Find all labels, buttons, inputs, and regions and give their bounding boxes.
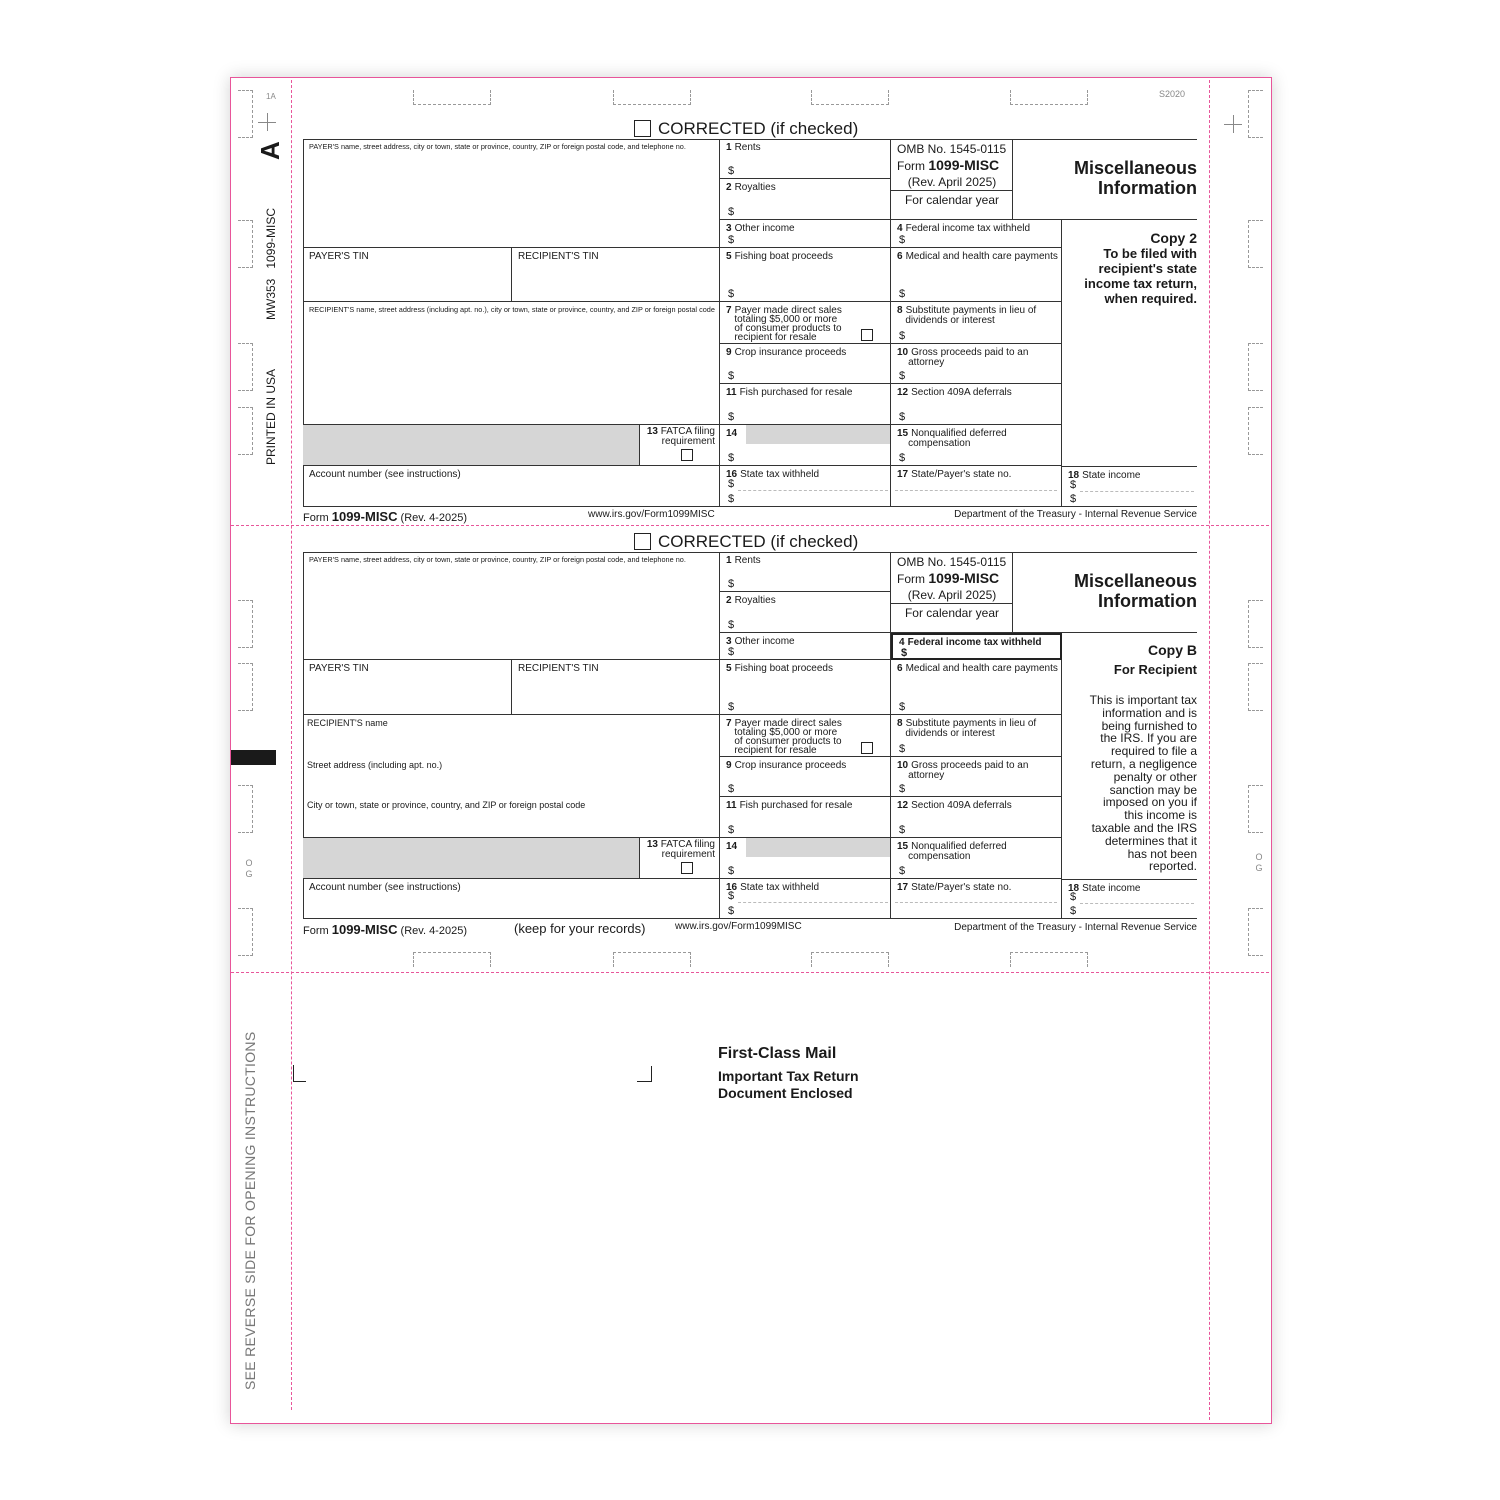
box-12-409a[interactable]: 12 Section 409A deferrals $ [891,797,1062,838]
box-14[interactable]: 14 $ [720,838,891,879]
box-13-fatca[interactable]: 13 FATCA filing requirement [640,838,720,879]
side-hole [1248,663,1263,711]
form-title: Miscellaneous Information [1073,158,1197,198]
department: Department of the Treasury - Internal Revenue Service [954,922,1197,933]
box-18-state-income[interactable]: 18 State income $ $ [1062,879,1197,919]
box-17-state-no[interactable]: 17 State/Payer's state no. [891,879,1062,919]
box-14[interactable]: 14 $ [720,425,891,466]
recipient-info-box[interactable]: RECIPIENT'S name, street address (including apt. no.), city or town, state or province, country, and ZIP or foreign postal code [303,302,720,425]
box-8-substitute[interactable]: 8 Substitute payments in lieu of dividends or interest $ [891,715,1062,757]
box-1-rents[interactable]: 1 Rents $ [720,139,891,179]
side-hole [238,343,253,391]
box-13-fatca[interactable]: 13 FATCA filing requirement [640,425,720,466]
direct-sales-checkbox[interactable] [861,329,873,341]
box-10-gross-proceeds[interactable]: 10 Gross proceeds paid to an attorney $ [891,344,1062,384]
hole-outline [413,90,491,105]
side-hole [1248,600,1263,648]
box-8-substitute[interactable]: 8 Substitute payments in lieu of dividends or interest $ [891,302,1062,344]
window-corner-mark [293,1065,306,1082]
recipient-tin-box[interactable]: RECIPIENT'S TIN [512,248,720,302]
form-title: Miscellaneous Information [1073,571,1197,611]
box-7-direct-sales[interactable]: 7 Payer made direct sales totaling $5,000 or more of consumer products to recipient for resale [720,302,891,344]
side-hole [1248,90,1263,138]
account-number-box[interactable]: Account number (see instructions) [303,466,720,507]
payer-tin-box[interactable]: PAYER'S TIN [303,660,512,715]
corrected-checkbox[interactable] [634,533,651,550]
account-number-box[interactable]: Account number (see instructions) [303,879,720,919]
recipient-tin-box[interactable]: RECIPIENT'S TIN [512,660,720,715]
mail-notice: Important Tax Return Document Enclosed [718,1068,859,1101]
box-7-direct-sales[interactable]: 7 Payer made direct sales totaling $5,000 or more of consumer products to recipient for resale [720,715,891,757]
box-5-fishing-boat[interactable]: 5 Fishing boat proceeds $ [720,660,891,715]
recipient-info-box[interactable] [303,715,720,838]
side-hole [238,663,253,711]
og-right: O G [1255,852,1263,873]
payer-info-box[interactable]: PAYER'S name, street address, city or town, state or province, country, ZIP or foreign postal code, and telephone no. [303,552,720,660]
corrected-label: CORRECTED (if checked) [658,532,859,551]
box-3-other-income[interactable]: 3 Other income $ [720,220,891,248]
fatca-checkbox[interactable] [681,862,693,874]
box-4-federal-withheld[interactable]: 4 Federal income tax withheld $ [891,633,1062,660]
box-16-state-tax[interactable]: 16 State tax withheld $ $ [720,466,891,507]
form-footer-id: Form 1099-MISC (Rev. 4-2025) [303,922,467,937]
hole-outline [613,90,691,105]
registration-mark [231,750,276,765]
side-code: 1A [266,92,276,101]
tear-line-2 [231,972,1269,973]
side-hole [238,220,253,268]
hole-outline [413,952,491,967]
box-9-crop-insurance[interactable]: 9 Crop insurance proceeds $ [720,757,891,797]
side-hole [1248,343,1263,391]
street-label: Street address (including apt. no.) [307,760,443,770]
box-11-fish-purchased[interactable]: 11 Fish purchased for resale $ [720,384,891,425]
fatca-checkbox[interactable] [681,449,693,461]
side-hole [238,600,253,648]
copy-2-form [303,118,1197,528]
side-form-code: MW353 1099-MISC [264,207,278,320]
box-6-medical[interactable]: 6 Medical and health care payments $ [891,660,1062,715]
side-hole [238,90,253,138]
side-hole [238,407,253,455]
hole-outline [613,952,691,967]
department: Department of the Treasury - Internal Revenue Service [954,509,1197,520]
box-10-gross-proceeds[interactable]: 10 Gross proceeds paid to an attorney $ [891,757,1062,797]
box-12-409a[interactable]: 12 Section 409A deferrals $ [891,384,1062,425]
opening-instructions: SEE REVERSE SIDE FOR OPENING INSTRUCTIONS [242,1031,258,1390]
hole-outline [811,952,889,967]
payer-tin-box[interactable]: PAYER'S TIN [303,248,512,302]
window-corner-mark [637,1066,652,1082]
top-code: S2020 [1159,89,1186,99]
irs-url[interactable]: www.irs.gov/Form1099MISC [675,921,802,932]
copy-b-title: Copy B For Recipient [1113,642,1197,677]
copy-letter: A [255,141,285,160]
box-15-nonqualified[interactable]: 15 Nonqualified deferred compensation $ [891,838,1062,879]
og-left: O G [245,858,253,879]
hole-outline [1010,952,1088,967]
irs-url[interactable]: www.irs.gov/Form1099MISC [588,509,715,520]
side-hole [1248,785,1263,833]
box-9-crop-insurance[interactable]: 9 Crop insurance proceeds $ [720,344,891,384]
box-18-state-income[interactable]: 18 State income $ $ [1062,466,1197,507]
mail-class: First-Class Mail [718,1045,837,1062]
form-footer-id: Form 1099-MISC (Rev. 4-2025) [303,509,467,524]
copy-b-form [303,531,1197,941]
corrected-checkbox[interactable] [634,120,651,137]
left-perforation [291,80,292,1410]
side-hole [1248,908,1263,956]
box-2-royalties[interactable]: 2 Royalties $ [720,179,891,220]
copy-2-title: Copy 2 To be filed with recipient's state income tax return, when required. [1084,230,1197,306]
side-hole [238,908,253,956]
printed-in-usa: PRINTED IN USA [264,368,278,465]
box-2-royalties[interactable]: 2 Royalties $ [720,592,891,633]
crosshair-mark [267,113,268,131]
keep-records: (keep for your records) [514,921,646,936]
box-6-medical[interactable]: 6 Medical and health care payments $ [891,248,1062,302]
box-5-fishing-boat[interactable]: 5 Fishing boat proceeds $ [720,248,891,302]
omb-box: OMB No. 1545-0115 Form 1099-MISC (Rev. April 2025) For calendar year [891,552,1013,633]
right-perforation [1209,80,1210,1420]
box-15-nonqualified[interactable]: 15 Nonqualified deferred compensation $ [891,425,1062,466]
box-1-rents[interactable]: 1 Rents $ [720,552,891,592]
city-label: City or town, state or province, country, and ZIP or foreign postal code [307,800,586,810]
recipient-name-label: RECIPIENT'S name [307,718,388,728]
side-hole [1248,220,1263,268]
box-16-state-tax[interactable]: 16 State tax withheld $ $ [720,879,891,919]
crosshair-mark [1233,115,1234,133]
side-hole [1248,407,1263,455]
box-4-federal-withheld[interactable]: 4 Federal income tax withheld $ [891,220,1062,248]
box-17-state-no[interactable]: 17 State/Payer's state no. [891,466,1062,507]
hole-outline [811,90,889,105]
shaded-area [303,425,640,466]
box-11-fish-purchased[interactable]: 11 Fish purchased for resale $ [720,797,891,838]
shaded-area [303,838,640,879]
corrected-label: CORRECTED (if checked) [658,119,859,138]
payer-info-box[interactable]: PAYER'S name, street address, city or town, state or province, country, ZIP or foreign postal code, and telephone no. [303,139,720,248]
hole-outline [1010,90,1088,105]
copy-b-notice: This is important tax information and is being furnished to the IRS. If you are required to file a return, a negligence penalty or other sanction may be imposed on you if this income is taxable and the IRS determines that it has not been reported. [1089,693,1197,874]
box-3-other-income[interactable]: 3 Other income $ [720,633,891,660]
omb-box: OMB No. 1545-0115 Form 1099-MISC (Rev. April 2025) For calendar year [891,139,1013,220]
direct-sales-checkbox[interactable] [861,742,873,754]
side-hole [238,785,253,833]
